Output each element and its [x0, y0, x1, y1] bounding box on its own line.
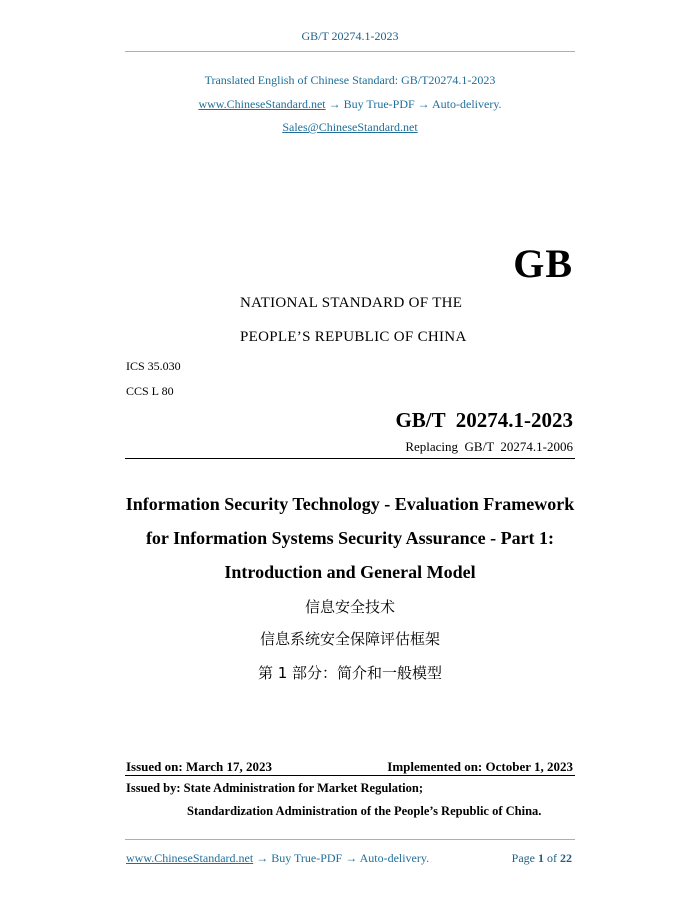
issued-on: Issued on: March 17, 2023: [126, 759, 273, 774]
email-line: [0, 120, 700, 135]
purchase-notice-text: → Buy True-PDF → Auto-delivery.: [328, 97, 502, 111]
running-header: GB/T 20274.1-2023: [301, 29, 399, 43]
footer-notice-text: → Buy True-PDF → Auto-delivery.: [256, 851, 430, 865]
standard-number: GB/T 20274.1-2023: [395, 408, 573, 432]
replacing-note: Replacing GB/T 20274.1-2006: [405, 439, 573, 454]
dates-divider: [125, 775, 575, 776]
national-standard-line1: NATIONAL STANDARD OF THE: [240, 295, 463, 311]
number-divider: [125, 458, 575, 459]
title-cn-line2: 信息系统安全保障评估框架: [259, 630, 440, 648]
issued-by-line2: Standardization Administration of the People’s Republic of China.: [187, 804, 542, 818]
translation-notice: Translated English of Chinese Standard: GB/T20274.1-2023: [204, 73, 496, 87]
email-link[interactable]: Sales@ChineseStandard.net: [282, 120, 418, 134]
title-cn-line1: 信息安全技术: [304, 598, 395, 616]
national-standard-line2: PEOPLE’S REPUBLIC OF CHINA: [240, 329, 467, 345]
header-divider: [125, 51, 575, 52]
title-cn-line3: 第 1 部分：简介和一般模型: [257, 664, 443, 682]
title-en-line1: Information Security Technology - Evaluation Framework: [125, 494, 575, 514]
page-label: Page: [511, 851, 535, 865]
ics-code: ICS 35.030: [126, 359, 181, 373]
ccs-code: CCS L 80: [126, 384, 174, 398]
title-en-line3: Introduction and General Model: [224, 562, 476, 582]
page-of: of: [547, 851, 557, 865]
page-current: 1: [538, 851, 544, 865]
footer-divider: [125, 839, 575, 840]
page-total: 22: [560, 851, 572, 865]
issued-by-line1: Issued by: State Administration for Market Regulation;: [126, 781, 423, 795]
gb-mark: GB: [513, 241, 573, 286]
page-indicator: [512, 851, 572, 866]
implemented-on: Implemented on: October 1, 2023: [387, 759, 573, 774]
footer-notice: [126, 851, 429, 866]
purchase-notice: [0, 97, 700, 112]
site-link[interactable]: www.ChineseStandard.net: [198, 97, 326, 111]
title-en-line2: for Information Systems Security Assurance - Part 1:: [145, 528, 555, 548]
footer-site-link[interactable]: www.ChineseStandard.net: [126, 851, 254, 865]
